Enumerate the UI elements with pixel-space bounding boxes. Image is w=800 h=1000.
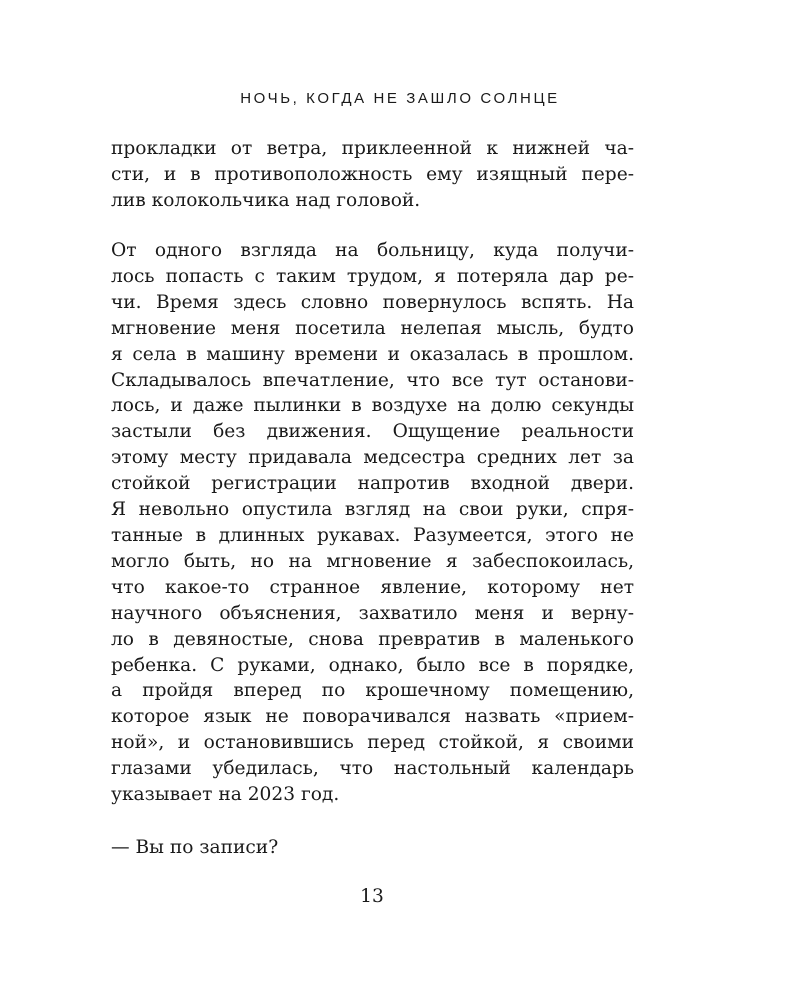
running-header: НОЧЬ, КОГДА НЕ ЗАШЛО СОЛНЦЕ	[240, 90, 560, 107]
paragraph-2	[111, 238, 634, 808]
text-line: застыли без движения. Ощущение реальности	[111, 421, 634, 443]
dialogue-line: — Вы по записи?	[111, 837, 279, 858]
text-line: ребенка. С руками, однако, было все в порядке,	[111, 654, 634, 676]
text-line: указывает на 2023 год.	[111, 784, 340, 806]
paragraph-1	[111, 136, 634, 214]
text-line: что какое-то странное явление, которому нет	[111, 576, 634, 598]
text-line: танные в длинных рукавах. Разумеется, этого не	[111, 524, 634, 546]
text-line: чи. Время здесь словно повернулось вспять. На	[111, 291, 634, 313]
text-line: могло быть, но на мгновение я забеспокоилась,	[111, 550, 634, 572]
text-line: Я невольно опустила взгляд на свои руки, спря-	[111, 499, 634, 521]
text-line: Складывалось впечатление, что все тут останови-	[111, 369, 634, 391]
text-line: этому месту придавала медсестра средних лет за	[111, 447, 634, 469]
text-line: научного объяснения, захватило меня и верну-	[111, 602, 634, 624]
text-line: лось попасть с таким трудом, я потеряла дар ре-	[111, 265, 634, 287]
text-line: прокладки от ветра, приклеенной к нижней ча-	[111, 138, 634, 159]
text-line: а пройдя вперед по крошечному помещению,	[111, 680, 634, 702]
text-line: ной», и остановившись перед стойкой, я своими	[111, 732, 634, 754]
text-line: От одного взгляда на больницу, куда получи-	[111, 240, 634, 261]
text-line: лось, и даже пылинки в воздухе на долю секунды	[111, 395, 634, 417]
text-line: глазами убедилась, что настольный календарь	[111, 758, 634, 780]
text-line: стойкой регистрации напротив входной двери.	[111, 473, 634, 495]
text-line: которое язык не поворачивался назвать «прием-	[111, 706, 634, 728]
text-line: мгновение меня посетила нелепая мысль, будто	[111, 317, 634, 339]
text-line: сти, и в противоположность ему изящный пере-	[111, 163, 634, 185]
text-line: лив колокольчика над головой.	[111, 189, 421, 211]
text-line: я села в машину времени и оказалась в прошлом.	[111, 343, 634, 365]
paragraph-3-dialogue	[111, 835, 634, 861]
text-line: ло в девяностые, снова превратив в маленького	[111, 628, 634, 650]
page-number: 13	[360, 886, 384, 907]
